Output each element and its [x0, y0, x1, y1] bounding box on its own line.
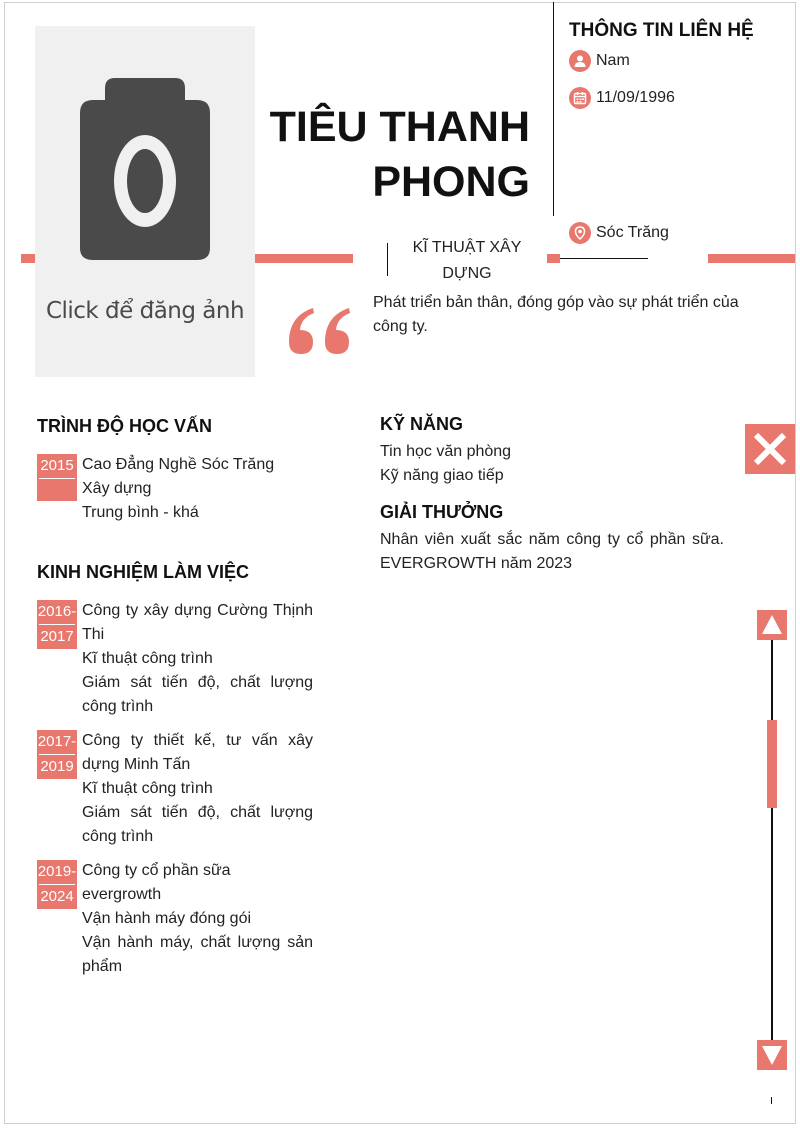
education-item	[82, 453, 314, 525]
skill-item: Tin học văn phòng	[380, 443, 512, 460]
experience-year-start: 2016-	[37, 603, 77, 620]
contact-address	[569, 222, 669, 244]
skills-list	[380, 440, 730, 488]
skills-title: KỸ NĂNG	[380, 414, 464, 434]
address-value: Sóc Trăng	[596, 224, 669, 241]
contact-birthdate	[569, 87, 675, 109]
experience-year-start: 2019-	[37, 863, 77, 880]
experience-position: Kĩ thuật công trình	[82, 650, 213, 667]
calendar-icon	[569, 87, 591, 109]
divider	[560, 258, 648, 259]
experience-year-start: 2017-	[37, 733, 77, 750]
experience-item	[82, 859, 313, 979]
skill-item: Kỹ năng giao tiếp	[380, 467, 504, 484]
experience-position: Vận hành máy đóng gói	[82, 910, 252, 927]
experience-title: KINH NGHIỆM LÀM VIỆC	[37, 562, 250, 582]
person-icon	[569, 50, 591, 72]
job-title: KĨ THUẬT XÂY DỰNG	[412, 239, 522, 282]
contact-gender	[569, 50, 630, 72]
arrow-down-icon	[757, 1040, 787, 1070]
scroll-up-button[interactable]	[757, 610, 787, 640]
experience-company: Công ty thiết kế, tư vấn xây dựng Minh Tấn	[82, 732, 313, 773]
experience-description: Vận hành máy, chất lượng sản phẩm	[82, 934, 313, 975]
objective-text: Phát triển bản thân, đóng góp vào sự phát triển của công ty.	[373, 294, 739, 335]
experience-year-badge	[37, 860, 77, 909]
experience-year-end: 2024	[40, 888, 74, 905]
accent-bar	[708, 254, 795, 263]
awards-list	[380, 528, 724, 576]
awards-title: GIẢI THƯỞNG	[380, 502, 504, 522]
scroll-track[interactable]	[771, 640, 773, 1042]
scroll-thumb[interactable]	[767, 720, 777, 808]
experience-company: Công ty xây dựng Cường Thịnh Thi	[82, 602, 313, 643]
contact-title: THÔNG TIN LIÊN HỆ	[569, 20, 754, 41]
gender-value: Nam	[596, 52, 630, 69]
experience-description: Giám sát tiến độ, chất lượng công trình	[82, 674, 313, 715]
tick-mark	[771, 1097, 772, 1104]
experience-description: Giám sát tiến độ, chất lượng công trình	[82, 804, 313, 845]
accent-bar	[547, 254, 560, 263]
education-school: Cao Đẳng Nghề Sóc Trăng	[82, 456, 275, 473]
location-pin-icon	[569, 222, 591, 244]
education-major: Xây dựng	[82, 480, 152, 497]
award-line: Nhân viên xuất sắc năm công ty cổ phần sữa.	[380, 531, 724, 548]
photo-upload-area[interactable]	[35, 26, 255, 377]
education-title: TRÌNH ĐỘ HỌC VẤN	[37, 416, 212, 436]
education-year: 2015	[40, 457, 74, 474]
experience-item	[82, 729, 313, 849]
accent-bar	[21, 254, 35, 263]
education-year-badge	[37, 454, 77, 501]
arrow-up-icon	[757, 610, 787, 640]
name-line-2: PHONG	[372, 158, 530, 206]
experience-company: Công ty cổ phần sữa evergrowth	[82, 862, 231, 903]
experience-year-end: 2019	[40, 758, 74, 775]
scroll-down-button[interactable]	[757, 1040, 787, 1070]
experience-year-badge	[37, 730, 77, 779]
accent-bar	[255, 254, 353, 263]
close-icon	[745, 424, 795, 474]
close-button[interactable]	[745, 424, 795, 474]
photo-caption[interactable]: Click để đăng ảnh	[45, 298, 245, 324]
birthdate-value: 11/09/1996	[596, 89, 675, 106]
experience-year-end: 2017	[40, 628, 74, 645]
name-line-1: TIÊU THANH	[269, 103, 530, 151]
experience-position: Kĩ thuật công trình	[82, 780, 213, 797]
award-line: EVERGROWTH năm 2023	[380, 555, 573, 572]
full-name	[262, 100, 530, 210]
vertical-divider	[553, 2, 554, 216]
experience-year-badge	[37, 600, 77, 649]
experience-item	[82, 599, 313, 719]
education-grade: Trung bình - khá	[82, 504, 199, 521]
camera-icon	[35, 26, 255, 286]
quote-icon	[287, 306, 355, 356]
